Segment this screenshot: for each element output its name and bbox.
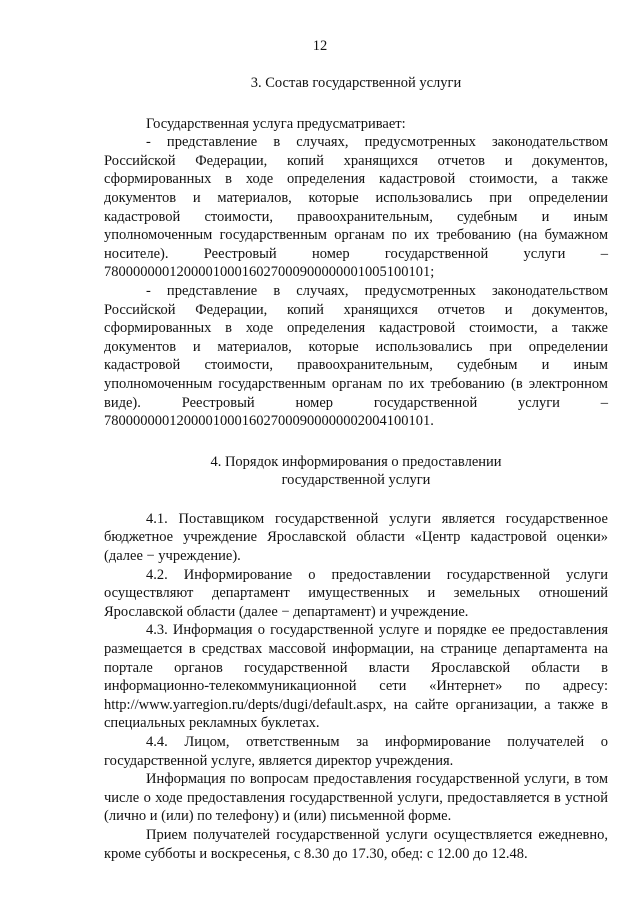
paragraph-4-4: 4.4. Лицом, ответственным за информирование получателей о государственной услуге, является директор учреждения. bbox=[104, 734, 608, 769]
paragraph-4-1: 4.1. Поставщиком государственной услуги является государственное бюджетное учреждение Ярославской области «Центр кадастровой оценки» (далее − учреждение). bbox=[104, 510, 608, 565]
paragraph-reception-hours: Прием получателей государственной услуги осуществляется ежедневно, кроме субботы и воскресенья, с 8.30 до 17.30, обед: с 12.00 до 12.48. bbox=[104, 826, 608, 862]
section-4-title bbox=[104, 453, 608, 490]
paragraph-4-3: 4.3. Информация о государственной услуге и порядке ее предоставления размещается в средствах массовой информации, на странице департамента на портале органов государственной власти Ярославской области в информационно-телекоммуникационной сети «Интернет» по адресу: http://www.yarregion.ru/depts/dugi/default.aspx, на сайте организации, а также в специальных рекламных буклетах. bbox=[104, 622, 608, 732]
section-3-item-1: - представление в случаях, предусмотренных законодательством Российской Федерации, копий хранящихся отчетов и документов, сформированных в ходе определения кадастровой стоимости, а также документов и материалов, которые использовались при определении кадастровой стоимости, правоохранительным, судебным и иным уполномоченным государственным органам по их требованию (на бумажном носителе). Реестровый номер государственной услуги – 780000000120000100016027000900000001005100101; bbox=[104, 134, 608, 281]
document-body bbox=[104, 74, 608, 863]
section-3-title: 3. Состав государственной услуги bbox=[250, 75, 462, 91]
page-number: 12 bbox=[312, 38, 328, 54]
section-3-item-2: - представление в случаях, предусмотренных законодательством Российской Федерации, копий хранящихся отчетов и документов, сформированных в ходе определения кадастровой стоимости, а также документов и материалов, которые использовались при определении кадастровой стоимости, правоохранительным, судебным и иным уполномоченным государственным органам по их требованию (в электронном виде). Реестровый номер государственной услуги – 780000000120000100016027000900000002004100101. bbox=[104, 282, 608, 430]
paragraph-4-2: 4.2. Информирование о предоставлении государственной услуги осуществляют департамент имущественных и земельных отношений Ярославской области (далее − департамент) и учреждение. bbox=[104, 566, 608, 620]
paragraph-information: Информация по вопросам предоставления государственной услуги, в том числе о ходе предоставления государственной услуги, предоставляется в устной (лично и (или) по телефону) и (или) письменной форме. bbox=[104, 771, 608, 825]
section-4-title-line-2: государственной услуги bbox=[281, 472, 431, 489]
section-3-intro: Государственная услуга предусматривает: bbox=[146, 115, 406, 132]
section-4-title-line-1: 4. Порядок информирования о предоставлении bbox=[210, 453, 502, 470]
